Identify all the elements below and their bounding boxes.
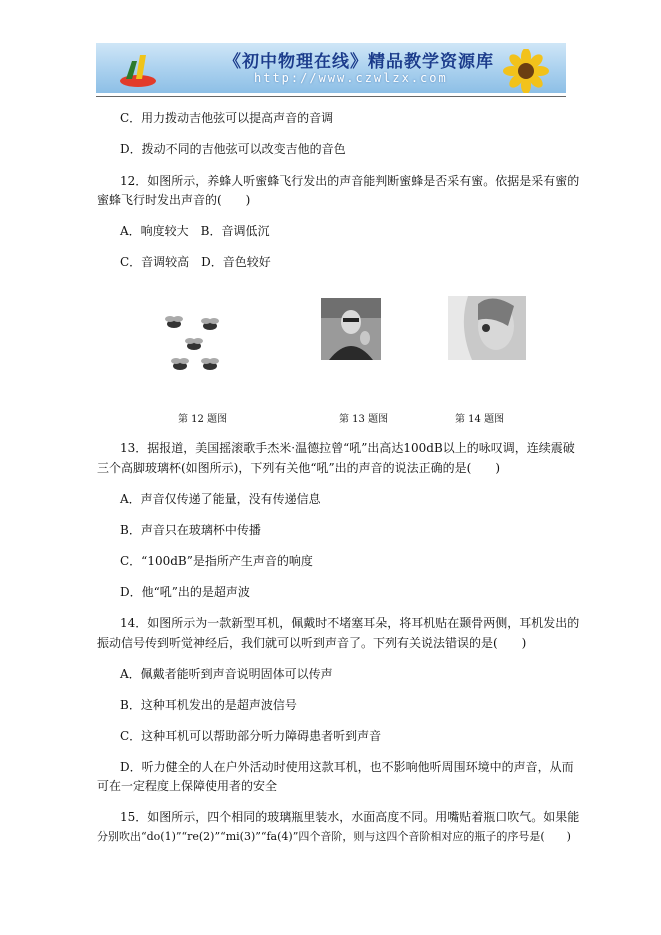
options-cd-q12: C．音调较高 D．音色较好 xyxy=(120,255,271,269)
question-12-line-2: 蜜蜂飞行时发出声音的( ) xyxy=(97,193,251,207)
option-d-q14-line-2: 可在一定程度上保障使用者的安全 xyxy=(97,779,278,793)
site-logo xyxy=(118,49,158,89)
header-rule xyxy=(96,96,566,97)
option-b-q14: B．这种耳机发出的是超声波信号 xyxy=(120,698,297,712)
earphone-photo xyxy=(448,296,526,360)
option-a-q14: A．佩戴者能听到声音说明固体可以传声 xyxy=(120,667,333,681)
option-c-q13: C．“100dB”是指所产生声音的响度 xyxy=(120,554,313,568)
caption-fig-12: 第 12 题图 xyxy=(178,414,228,425)
caption-fig-13: 第 13 题图 xyxy=(339,414,389,425)
option-b-q13: B．声音只在玻璃杯中传播 xyxy=(120,523,261,537)
options-ab-q12: A．响度较大 B．音调低沉 xyxy=(120,224,270,238)
bees-figure xyxy=(160,312,228,378)
question-14-line-2: 振动信号传到听觉神经后，我们就可以听到声音了。下列有关说法错误的是( ) xyxy=(97,636,527,650)
option-d-q13: D．他“吼”出的是超声波 xyxy=(120,585,250,599)
singer-photo xyxy=(321,298,381,360)
question-13-line-2: 三个高脚玻璃杯(如图所示)，下列有关他“吼”出的声音的说法正确的是( ) xyxy=(97,461,500,475)
option-d-q11: D．拨动不同的吉他弦可以改变吉他的音色 xyxy=(120,142,346,156)
caption-fig-14: 第 14 题图 xyxy=(455,414,505,425)
header-banner xyxy=(96,43,566,93)
question-12-line-1: 12．如图所示，养蜂人听蜜蜂飞行发出的声音能判断蜜蜂是否采有蜜。依据是采有蜜的 xyxy=(120,174,580,188)
option-c-q11: C．用力拨动吉他弦可以提高声音的音调 xyxy=(120,111,334,125)
header-url: http://www.czwlzx.com xyxy=(254,71,448,85)
sunflower-image xyxy=(496,49,556,93)
question-15-line-2: 分别吹出“do(1)”“re(2)”“mi(3)”“fa(4)”四个音阶，则与这四个音阶相对应的瓶子的序号是( ) xyxy=(97,830,571,843)
option-c-q14: C．这种耳机可以帮助部分听力障碍患者听到声音 xyxy=(120,729,382,743)
option-d-q14-line-1: D．听力健全的人在户外活动时使用这款耳机，也不影响他听周围环境中的声音，从而 xyxy=(120,760,574,774)
question-13-line-1: 13．据报道，美国摇滚歌手杰米·温德拉曾“吼”出高达100dB以上的咏叹调，连续震破 xyxy=(120,441,575,455)
question-14-line-1: 14．如图所示为一款新型耳机，佩戴时不堵塞耳朵，将耳机贴在颞骨两侧，耳机发出的 xyxy=(120,616,580,630)
header-title: 《初中物理在线》精品教学资源库 xyxy=(224,52,494,72)
option-a-q13: A．声音仅传递了能量，没有传递信息 xyxy=(120,492,321,506)
question-15-line-1: 15．如图所示，四个相同的玻璃瓶里装水，水面高度不同。用嘴贴着瓶口吹气。如果能 xyxy=(120,810,580,824)
